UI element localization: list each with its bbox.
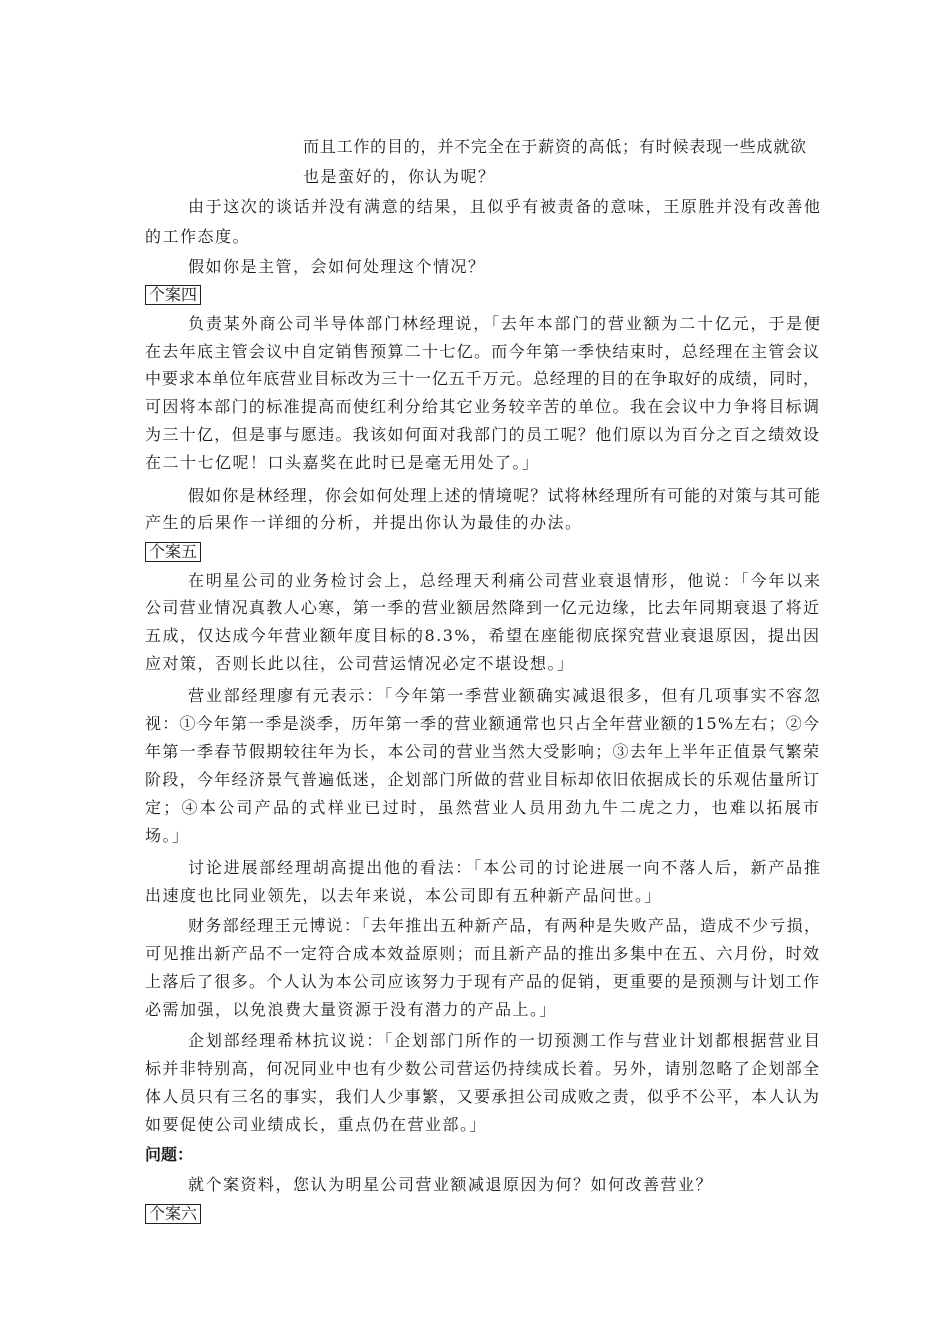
text-line: 可因将本部门的标准提高而使红利分给其它业务较辛苦的单位。我在会议中力争将目标调 (145, 397, 821, 416)
text-line: 也是蛮好的，你认为呢？ (303, 167, 496, 186)
text-line: 财务部经理王元博说：「去年推出五种新产品，有两种是失败产品，造成不少亏损， (188, 916, 822, 935)
text-line: 出速度也比同业领先，以去年来说，本公司即有五种新产品问世。」 (145, 886, 663, 905)
text-line: 而且工作的目的，并不完全在于薪资的高低；有时候表现一些成就欲 (303, 137, 807, 156)
text-line: 必需加强，以免浪费大量资源于没有潜力的产品上。」 (145, 1000, 558, 1019)
text-line: 讨论进展部经理胡高提出他的看法：「本公司的讨论进展一向不落人后，新产品推 (188, 858, 822, 877)
text-line: 定；④本公司产品的式样业已过时，虽然营业人员用劲九牛二虎之力，也难以拓展市 (145, 798, 822, 817)
text-line: 中要求本单位年底营业目标改为三十一亿五千万元。总经理的目的在争取好的成绩，同时， (145, 369, 820, 388)
text-line: 阶段，今年经济景气普遍低迷，企划部门所做的营业目标却依旧依据成长的乐观估量所订 (145, 770, 821, 789)
text-line: 产生的后果作一详细的分析，并提出你认为最佳的办法。 (145, 513, 583, 532)
text-line: 由于这次的谈话并没有满意的结果，且似乎有被责备的意味，王原胜并没有改善他 (188, 197, 822, 216)
text-line: 视：①今年第一季是淡季，历年第一季的营业额通常也只占全年营业额的15%左右；②今 (145, 714, 821, 733)
text-line: 场。」 (145, 826, 190, 845)
text-line: 标并非特别高，何况同业中也有少数公司营运仍持续成长着。另外，请别忽略了企划部全 (145, 1059, 821, 1078)
text-line: 为三十亿，但是事与愿违。我该如何面对我部门的员工呢？他们原以为百分之百之绩效设 (145, 425, 821, 444)
text-line: 企划部经理希林抗议说：「企划部门所作的一切预测工作与营业计划都根据营业目 (188, 1031, 822, 1050)
text-line: 在二十七亿呢！口头嘉奖在此时已是毫无用处了。」 (145, 453, 540, 472)
text-line: 就个案资料，您认为明星公司营业额减退原因为何？如何改善营业？ (188, 1175, 714, 1194)
text-line: 在明星公司的业务检讨会上，总经理天利痛公司营业衰退情形，他说：「今年以来 (188, 571, 822, 590)
text-line: 的工作态度。 (145, 227, 251, 246)
text-line: 上落后了很多。个人认为本公司应该努力于现有产品的促销，更重要的是预测与计划工作 (145, 972, 821, 991)
text-line: 在去年底主管会议中自定销售预算二十七亿。而今年第一季快结束时，总经理在主管会议 (145, 342, 821, 361)
text-line: 可见推出新产品不一定符合成本效益原则；而且新产品的推出多集中在五、六月份，时效 (145, 944, 821, 963)
text-line: 如要促使公司业绩成长，重点仍在营业部。」 (145, 1115, 488, 1134)
text-line: 体人员只有三名的事实，我们人少事繁，又要承担公司成败之责，似乎不公平，本人认为 (145, 1087, 821, 1106)
text-line: 负责某外商公司半导体部门林经理说，「去年本部门的营业额为二十亿元，于是便 (188, 314, 822, 333)
text-line: 假如你是林经理，你会如何处理上述的情境呢？试将林经理所有可能的对策与其可能 (188, 486, 822, 505)
text-line: 公司营业情况真教人心寒，第一季的营业额居然降到一亿元边缘，比去年同期衰退了将近 (145, 598, 821, 617)
case-heading: 个案四 (145, 285, 201, 305)
text-line: 假如你是主管，会如何处理这个情况？ (188, 257, 486, 276)
text-line: 五成，仅达成今年营业额年度目标的8.3%，希望在座能彻底探究营业衰退原因，提出因 (145, 626, 821, 645)
text-line: 年第一季春节假期较往年为长，本公司的营业当然大受影响；③去年上半年正值景气繁荣 (145, 742, 821, 761)
text-line: 应对策，否则长此以往，公司营运情况必定不堪设想。」 (145, 654, 575, 673)
text-line: 营业部经理廖有元表示：「今年第一季营业额确实减退很多，但有几项事实不容忽 (188, 686, 822, 705)
case-heading: 个案六 (145, 1204, 201, 1224)
case-heading: 个案五 (145, 542, 201, 562)
question-heading: 问题： (145, 1145, 194, 1164)
